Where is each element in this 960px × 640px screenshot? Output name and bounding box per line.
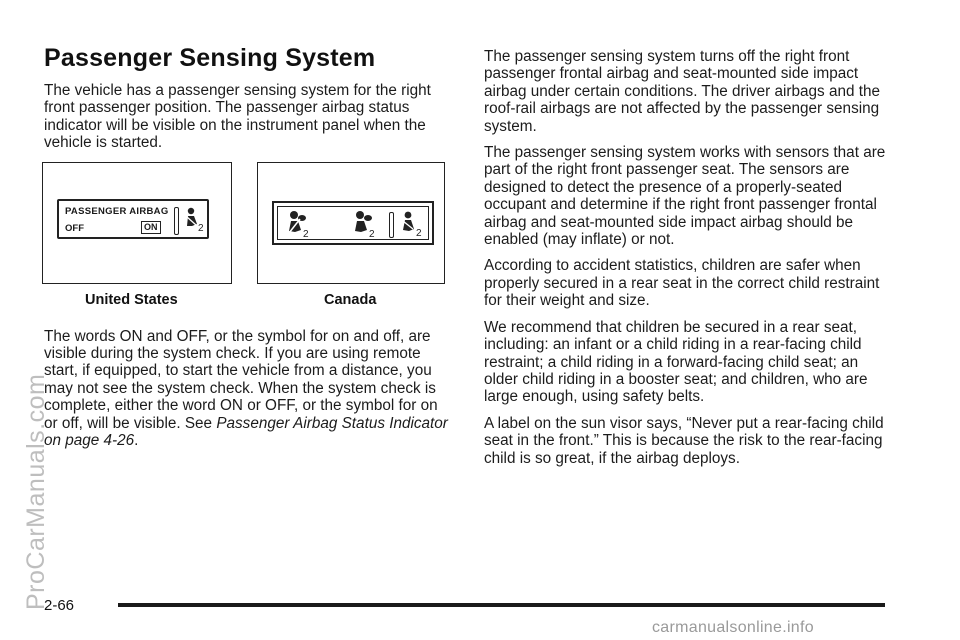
us-display-on: ON <box>141 221 161 234</box>
right-paragraph-1: The passenger sensing system turns off the right front passenger frontal airbag and seat-mounted side impact airbag under certain conditions. The driver airbags and the roof-rail airbags are not affected by the passenger sensing system. <box>484 48 880 135</box>
canada-number-1: 2 <box>303 228 309 239</box>
cross-reference-link[interactable]: Passenger Airbag Status Indicator on page 4-26 <box>44 414 448 450</box>
page-number: 2-66 <box>44 597 75 614</box>
us-display-line1: PASSENGER AIRBAG <box>65 205 169 217</box>
us-display-off: OFF <box>65 222 84 234</box>
intro-paragraph: The vehicle has a passenger sensing system for the right front passenger position. The passenger airbag status indicator will be visible on the instrument panel when the vehicle is started. <box>44 82 431 152</box>
airbag-on-icon <box>352 209 378 239</box>
canada-number-2: 2 <box>369 228 375 239</box>
system-check-text: The words ON and OFF, or the symbol for on and off, are visible during the system check. If you are using remote start, if equipped, to start the vehicle from a distance, you may not see the system check. When the system check is complete, either the word ON or OFF, or the symbol for on or off, will be visible. See <box>44 327 438 432</box>
canada-indicator-panel <box>257 162 445 284</box>
system-check-end: . <box>134 432 139 450</box>
us-status-display <box>57 199 209 239</box>
side-watermark: ProCarManuals.com <box>22 373 50 610</box>
right-paragraph-5: A label on the sun visor says, “Never put a rear-facing child seat in the front.” This is because the risk to the rear-facing child is so great, if the airbag deploys. <box>484 414 884 467</box>
us-seat-number: 2 <box>198 222 204 234</box>
footer-rule <box>118 603 885 607</box>
us-caption: United States <box>85 291 178 308</box>
right-paragraph-2: The passenger sensing system works with sensors that are part of the right front passenger seat. The sensors are designed to detect the presence of a properly-seated occupant and determine if the right front passenger frontal airbag and seat-mounted side impact airbag should be enabled (may inflate) or not. <box>484 144 886 249</box>
right-paragraph-3: According to accident statistics, children are safer when properly secured in a rear seat in the correct child restraint for their weight and size. <box>484 257 880 310</box>
section-heading: Passenger Sensing System <box>44 44 376 72</box>
system-check-paragraph <box>44 328 454 450</box>
footer-site-watermark: carmanualsonline.info <box>652 619 814 636</box>
airbag-off-icon <box>286 209 312 239</box>
airbag-indicator-figure <box>44 162 454 314</box>
seated-passenger-icon <box>183 206 205 234</box>
us-display-bar <box>174 207 179 235</box>
canada-number-3: 2 <box>416 227 422 239</box>
right-paragraph-4: We recommend that children be secured in a rear seat, including: an infant or a child riding in a rear-facing child restraint; a child riding in a forward-facing child seat; an older child riding in a booster seat; and children, who are large enough, using safety belts. <box>484 318 868 406</box>
right-column <box>484 48 894 476</box>
seated-passenger-icon <box>400 209 426 239</box>
left-column <box>44 44 454 459</box>
canada-status-display <box>272 201 434 245</box>
us-indicator-panel <box>42 162 232 284</box>
canada-caption: Canada <box>324 291 377 308</box>
canada-display-bar <box>389 212 394 238</box>
